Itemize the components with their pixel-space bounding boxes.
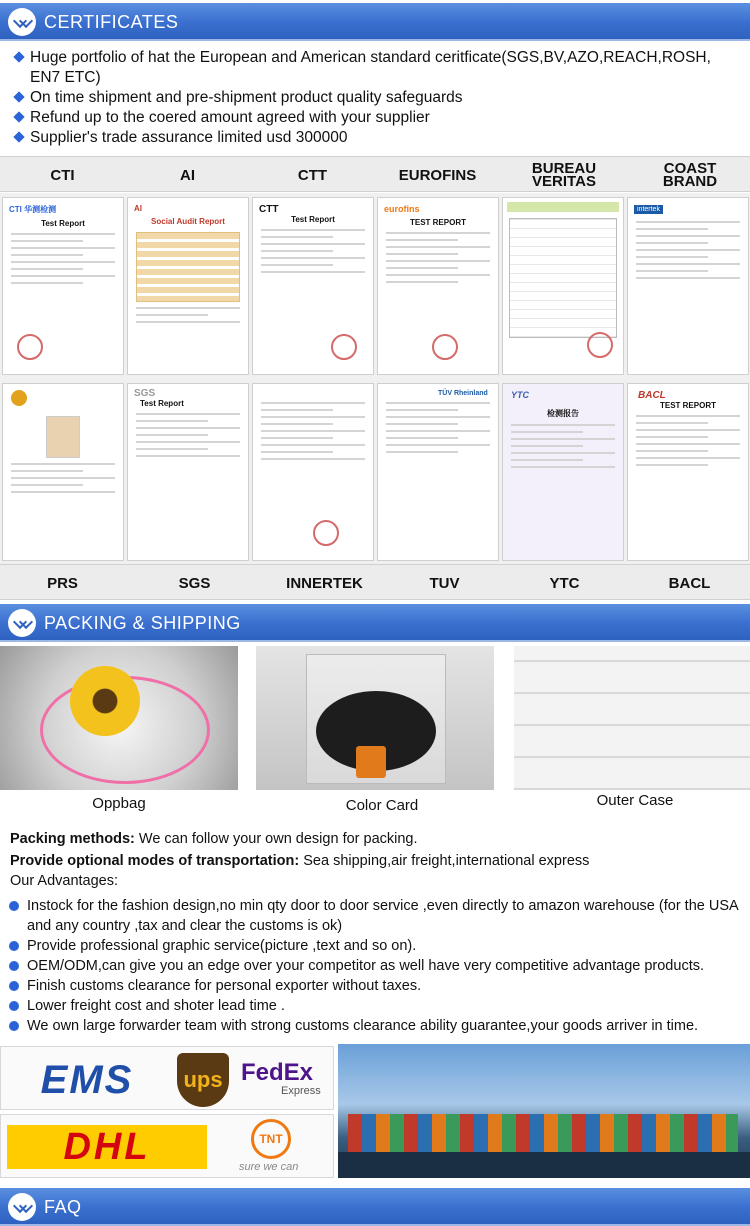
cert-logo: TÜV Rheinland [438,390,488,397]
certificate-grid-bottom [0,379,750,565]
cert-name: SGS [178,574,211,592]
cert-logo: AI [134,204,142,213]
certificate-document [627,197,749,375]
photo-caption: Color Card [345,797,419,814]
cert-logo: SGS [134,388,156,399]
packing-banner [0,604,750,642]
cert-name: INNERTEK [286,574,363,592]
cert-logo: eurofins [384,204,420,214]
dhl-logo: DHL [7,1125,207,1169]
cert-name-bar-top [0,156,750,192]
certificates-bullets [12,48,742,148]
certificates-title: CERTIFICATES [44,12,179,32]
color-card-photo [256,646,494,790]
advantages-list [8,896,738,1036]
ups-logo: ups [177,1053,229,1107]
chevron-double-icon [8,8,36,36]
seal-icon [11,390,27,406]
cert-logo: CTI 华测检测 [9,205,57,214]
cert-name: TUV [429,574,460,592]
certificate-document [2,197,124,375]
certificate-document [127,383,249,561]
bullet-item: Huge portfolio of hat the European and American standard ceritficate(SGS,BV,AZO,REACH,ROSH, EN7 ETC) [12,48,742,88]
certificate-document [502,197,624,375]
stamp-icon [313,520,339,546]
cert-name: EUROFINS [398,166,477,184]
bullet-item: Supplier's trade assurance limited usd 300000 [12,128,742,148]
fedex-logo: FedEx [241,1059,314,1086]
transport-text: Sea shipping,air freight,international express [299,853,590,869]
cert-heading: Test Report [291,215,335,224]
outer-case-photo [514,646,750,790]
packing-title: PACKING & SHIPPING [44,613,241,633]
stamp-icon [432,334,458,360]
cargo-ship-photo [338,1044,750,1178]
advantages-label: Our Advantages: [10,873,119,889]
packing-methods-label: Packing methods: [10,831,135,847]
certificates-banner [0,3,750,41]
advantage-item: OEM/ODM,can give you an edge over your competitor as well have very competitive advantage products. [8,956,738,976]
oppbag-photo [0,646,238,790]
cert-name: YTC [549,574,580,592]
cert-name: CTT [297,166,328,184]
transport-modes [10,851,589,871]
cert-logo: BACL [638,390,666,401]
fedex-sub: Express [281,1085,321,1097]
certificate-document [627,383,749,561]
cert-heading: TEST REPORT [659,401,716,410]
carrier-row-bottom [0,1114,334,1178]
ems-logo: EMS [40,1057,134,1102]
advantage-item: Finish customs clearance for personal exporter without taxes. [8,976,738,996]
tnt-sub: sure we can [239,1161,299,1173]
cert-name: AI [180,166,195,184]
packing-methods-text: We can follow your own design for packing. [134,831,418,847]
cert-heading: Test Report [41,219,85,228]
packing-methods [10,829,418,849]
cert-name: COAST BRAND [662,160,718,190]
photo-caption: Outer Case [596,792,674,809]
cert-name: BUREAU VERITAS [531,160,597,190]
cert-logo: CTT [259,204,279,215]
cert-name: PRS [47,574,78,592]
cert-name: CTI [50,166,75,184]
advantage-item: We own large forwarder team with strong customs clearance ability guarantee,your goods arriver in time. [8,1016,738,1036]
certificate-document [502,383,624,561]
advantage-item: Lower freight cost and shoter lead time . [8,996,738,1016]
tnt-logo: TNT [251,1119,291,1159]
advantages-heading [10,871,118,891]
bullet-item: Refund up to the coered amount agreed with your supplier [12,108,742,128]
certificate-grid-top [0,193,750,379]
stamp-icon [17,334,43,360]
bullet-item: On time shipment and pre-shipment product quality safeguards [12,88,742,108]
faq-banner [0,1188,750,1226]
chevron-double-icon [8,1193,36,1221]
certificate-document [377,197,499,375]
transport-label: Provide optional modes of transportation: [10,853,300,869]
cert-heading: 检测报告 [547,409,579,418]
advantage-item: Provide professional graphic service(picture ,text and so on). [8,936,738,956]
cert-heading: Test Report [140,399,184,408]
photo-caption: Oppbag [92,795,146,812]
certificate-document [252,383,374,561]
advantage-item: Instock for the fashion design,no min qty door to door service ,even directly to amazon warehouse (for the USA and any country ,tax and clear the customs is ok) [8,896,738,936]
stamp-icon [587,332,613,358]
cert-name-bar-bottom [0,564,750,600]
chevron-double-icon [8,609,36,637]
certificate-document [252,197,374,375]
cert-name: BACL [668,574,711,592]
certificate-document [377,383,499,561]
certificate-document [127,197,249,375]
stamp-icon [331,334,357,360]
container-stack [348,1114,738,1154]
sunflower-icon [70,666,140,736]
carrier-row-top [0,1046,334,1110]
faq-title: FAQ [44,1197,82,1217]
cert-heading: TEST REPORT [409,218,466,227]
cert-heading: Social Audit Report [151,217,225,226]
photo-thumbnail [46,416,80,458]
cert-logo: YTC [511,390,529,400]
certificate-document [2,383,124,561]
carrier-logos [0,1044,334,1178]
cert-logo: intertek [634,205,663,214]
